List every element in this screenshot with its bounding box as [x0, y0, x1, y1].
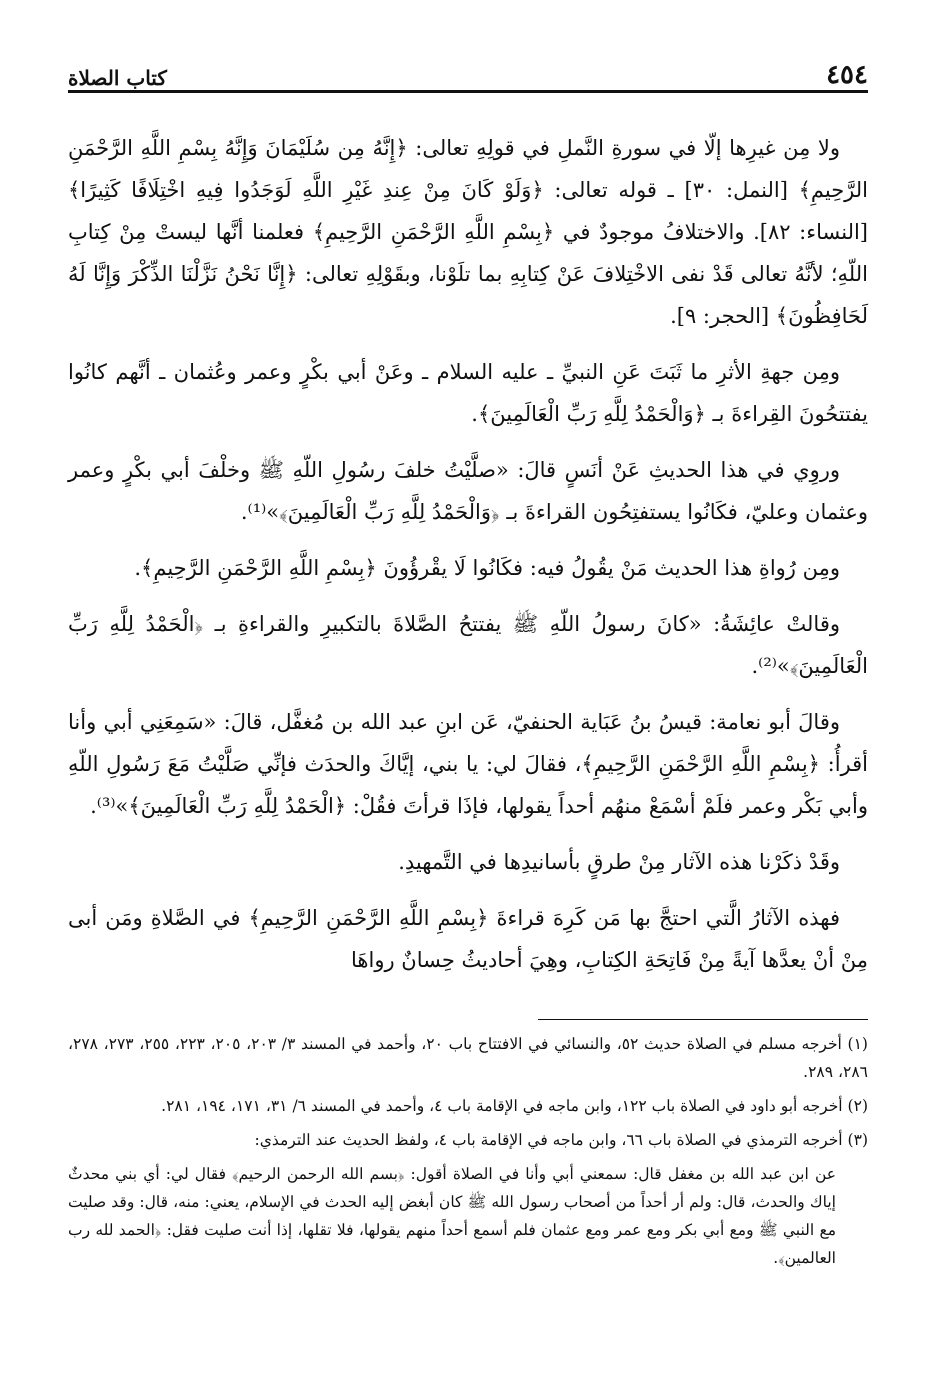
footnote-divider-wrap	[68, 995, 868, 1030]
footnote-text: أخرجه مسلم في الصلاة حديث ٥٢، والنسائي في الافتتاح باب ٢٠، وأحمد في المسند ٣/ ٢٠٣، ٢٠٥، ٢٢٣، ٢٥٥، ٢٧٣، ٢٧٨، ٢٨٦، ٢٨٩.	[68, 1035, 868, 1081]
header-rule	[177, 81, 816, 82]
footnote-divider	[538, 1019, 868, 1020]
paragraph: وقَدْ ذكَرْنا هذه الآثار مِنْ طرقٍ بأسانيدِها في التَّمهيدِ.	[398, 850, 840, 874]
footnote	[68, 1126, 868, 1154]
paragraph: ومِن جهةِ الأثرِ ما ثَبَتَ عَنِ النبيِّ ـ عليه السلام ـ وعَنْ أبي بكْرٍ وعمر وعُثمان ـ أنَّهم كانُوا يفتتحُونَ القِراءةَ بـ ﴿وَالْحَمْدُ لِلَّهِ رَبِّ الْعَالَمِينَ﴾.	[68, 360, 868, 426]
paragraph: ولا مِن غيرِها إلّا في سورةِ النَّملِ في قولِهِ تعالى: ﴿إِنَّهُ مِن سُلَيْمَانَ وَإِنَّهُ بِسْمِ اللَّهِ الرَّحْمَنِ الرَّحِيمِ﴾ [النمل: ٣٠] ـ قوله تعالى: ﴿وَلَوْ كَانَ مِنْ عِندِ غَيْرِ اللَّهِ لَوَجَدُوا فِيهِ اخْتِلَافًا كَثِيرًا﴾ [النساء: ٨٢]. والاختلافُ موجودٌ في ﴿بِسْمِ اللَّهِ الرَّحْمَنِ الرَّحِيمِ﴾ فعلمنا أنَّها ليستْ مِنْ كِتابِ اللّهِ؛ لأنَّهُ تعالى قَدْ نفى الاخْتِلافَ عَنْ كِتابِهِ بما تلَوْنا، وبقَوْلِهِ تعالى: ﴿إِنَّا نَحْنُ نَزَّلْنَا الذِّكْرَ وَإِنَّا لَهُ لَحَافِظُونَ﴾ [الحجر: ٩].	[68, 136, 869, 328]
footnote-text: أخرجه الترمذي في الصلاة باب ٦٦، وابن ماجه في الإقامة باب ٤، ولفظ الحديث عند الترمذي:	[254, 1131, 843, 1149]
main-text	[68, 127, 868, 981]
book-page	[68, 48, 868, 1272]
footnote-number: (١)	[847, 1035, 868, 1053]
paragraph: ومِن رُواةِ هذا الحديث مَنْ يقُولُ فيه: فكَانُوا لَا يقْرؤُونَ ﴿بِسْمِ اللَّهِ الرَّحْمَنِ الرَّحِيمِ﴾.	[134, 556, 840, 580]
footnote-continuation: عن ابن عبد الله بن مغفل قال: سمعني أبي وأنا في الصلاة أقول: ﴿بسم الله الرحمن الرحيم﴾ فقال لي: أي بني محدثٌ إياك والحدث، قال: ولم أر أحداً من أصحاب رسول الله ﷺ كان أبغض إليه الحدث في الإسلام، يعني: منه، قال: وقد صليت مع النبي ﷺ ومع أبي بكر ومع عمر ومع عثمان فلم أسمع أحداً منهم يقولها، فلا تقلها، إذا أنت صليت فقل: ﴿الحمد لله رب العالمين﴾.	[68, 1165, 836, 1267]
paragraph: وقالَ أبو نعامة: قيسُ بنُ عَبَاية الحنفيّ، عَن ابنِ عبد الله بن مُغفَّل، قالَ: «سَمِعَنِي أبي وأنا أقرأُ: ﴿بِسْمِ اللَّهِ الرَّحْمَنِ الرَّحِيمِ﴾، فقالَ لي: يا بني، إيَّاكَ والحدَث فإنِّي صَلَّيْتُ مَعَ رَسُولِ اللّهِ وأبي بَكْر وعمر فلَمْ أسْمَعْ منهُم أحداً يقولها، فإذَا قرأتَ فقُلْ: ﴿الْحَمْدُ لِلَّهِ رَبِّ الْعَالَمِينَ﴾»⁽³⁾.	[68, 710, 868, 818]
footnote-text: أخرجه أبو داود في الصلاة باب ١٢٢، وابن ماجه في الإقامة باب ٤، وأحمد في المسند ٦/ ٣١، ١٧١، ١٩٤، ٢٨١.	[161, 1097, 843, 1115]
paragraph: وروِي في هذا الحديثِ عَنْ أنَسٍ قالَ: «صلَّيْتُ خلفَ رسُولِ اللّهِ ﷺ وخلْفَ أبي بكْرٍ وعمر وعثمان وعليّ، فكَانُوا يستفتِحُون القراءةَ بـ ﴿وَالْحَمْدُ لِلَّهِ رَبِّ الْعَالَمِينَ﴾»⁽¹⁾.	[68, 458, 868, 524]
book-title: كتاب الصلاة	[68, 66, 167, 90]
footnote-number: (٢)	[847, 1097, 868, 1115]
footnote-number: (٣)	[847, 1131, 868, 1149]
footnote	[68, 1092, 868, 1120]
page-number: ٤٥٤	[826, 60, 868, 90]
page-header	[68, 48, 868, 93]
footnote	[68, 1030, 868, 1086]
paragraph: فهذه الآثارُ الَّتي احتجَّ بها مَن كَرِهَ قراءةَ ﴿بِسْمِ اللَّهِ الرَّحْمَنِ الرَّحِيمِ﴾ في الصَّلاةِ ومَن أبى مِنْ أنْ يعدَّها آيةً مِنْ فَاتِحَةِ الكِتابِ، وهِيَ أحاديثُ حِسانٌ رواهَا	[68, 906, 868, 972]
footnotes	[68, 1030, 868, 1272]
paragraph: وقالتْ عائِشَةُ: «كانَ رسولُ اللّهِ ﷺ يفتتحُ الصَّلاةَ بالتكبيرِ والقراءةِ بـ ﴿الْحَمْدُ لِلَّهِ رَبِّ الْعَالَمِينَ﴾»⁽²⁾.	[68, 612, 868, 678]
